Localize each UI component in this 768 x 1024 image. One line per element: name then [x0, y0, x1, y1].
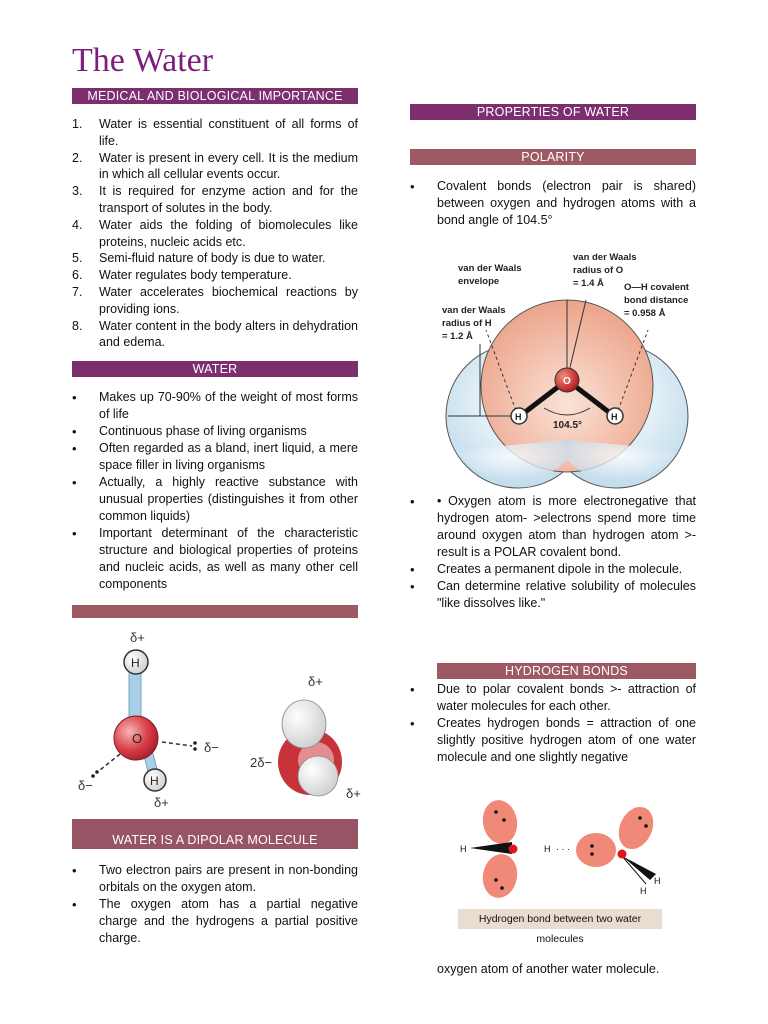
list-item: 2. Water is present in every cell. It is the medium in which all cellular events occur.	[72, 150, 358, 182]
list-item: 7. Water accelerates biochemical reactions by providing ions.	[72, 284, 358, 316]
space-filling-hydrogen-bottom	[298, 756, 338, 796]
list-item: 6. Water regulates body temperature.	[72, 268, 292, 283]
list-item: • Two electron pairs are present in non-bonding orbitals on the oxygen atom.	[72, 862, 358, 896]
polarity-list-2	[410, 493, 696, 612]
delta-minus-label: δ−	[78, 778, 93, 793]
list-item: 3. It is required for enzyme action and for the transport of solutes in the body.	[72, 184, 358, 215]
blank-heading-bar	[72, 605, 358, 618]
van-der-waals-figure	[436, 240, 710, 492]
list-item: • Makes up 70-90% of the weight of most forms of life	[72, 389, 358, 423]
list-item: • Often regarded as a bland, inert liquid, a mere space filler in living organisms	[72, 440, 358, 474]
radius-o-label: van der Waals radius of O = 1.4 Å	[573, 252, 637, 289]
water-dipole-figure	[72, 622, 372, 814]
space-filling-hydrogen-top	[282, 700, 326, 748]
delta-minus-label: δ−	[204, 740, 219, 755]
oxygen-label: O	[132, 731, 143, 746]
list-item: 1. Water is essential constituent of all forms of life.	[72, 117, 358, 148]
list-item: • The oxygen atom has a partial negative charge and the hydrogens a partial positive charge.	[72, 896, 358, 947]
hydrogen-bond-dots: · · ·	[556, 844, 570, 854]
delta-plus-label: δ+	[346, 786, 361, 801]
delta-plus-label: δ+	[308, 674, 323, 689]
hydrogen-bond-figure	[456, 798, 666, 902]
hydrogen-label: H	[131, 656, 140, 670]
delta-plus-label: δ+	[154, 795, 169, 810]
medical-importance-heading: MEDICAL AND BIOLOGICAL IMPORTANCE	[72, 88, 358, 104]
list-item: 8. Water content in the body alters in dehydration and edema.	[72, 318, 358, 350]
page-title: The Water	[72, 42, 214, 79]
oxygen-label: O	[563, 376, 571, 387]
polarity-heading: POLARITY	[410, 149, 696, 165]
list-item: 4. Water aids the folding of biomolecules like proteins, nucleic acids etc.	[72, 217, 358, 249]
water-heading: WATER	[72, 361, 358, 377]
list-item: • Creates hydrogen bonds = attraction of one slightly positive hydrogen atom of one water molecule and one slightly negative	[410, 715, 696, 766]
hydrogen-label: H	[654, 876, 661, 886]
list-item: • Covalent bonds (electron pair is shared) between oxygen and hydrogen atoms with a bond angle of 104.5°	[410, 178, 696, 229]
hydrogen-label: H	[515, 412, 522, 422]
list-item: • Due to polar covalent bonds >- attraction of water molecules for each other.	[410, 681, 696, 715]
hydrogen-label: H	[150, 774, 159, 788]
list-item: • • Oxygen atom is more electronegative that hydrogen atom- >electrons spend more time around oxygen atom than hydrogen atom >- result is a POLAR covalent bond.	[410, 493, 696, 561]
envelope-label: van der Waals envelope	[458, 263, 522, 287]
list-item: • Can determine relative solubility of molecules "like dissolves like."	[410, 578, 696, 612]
properties-heading: PROPERTIES OF WATER	[410, 104, 696, 120]
hydrogen-label: H	[544, 844, 551, 854]
bond-angle-label: 104.5°	[553, 420, 583, 431]
radius-h-label: van der Waals radius of H = 1.2 Å	[442, 305, 506, 342]
medical-importance-list	[72, 116, 358, 351]
hydrogen-bonds-continuation: oxygen atom of another water molecule.	[437, 962, 660, 976]
dipolar-list	[72, 862, 358, 947]
hydrogen-label: H	[611, 412, 618, 422]
list-item: • Continuous phase of living organisms	[72, 423, 358, 440]
oh-bond-label: O—H covalent bond distance = 0.958 Å	[624, 282, 689, 319]
dipolar-heading: WATER IS A DIPOLAR MOLECULE	[72, 819, 358, 849]
hydrogen-bond-caption: Hydrogen bond between two water molecules	[458, 909, 662, 929]
water-list	[72, 389, 358, 593]
two-delta-minus-label: 2δ−	[250, 755, 273, 770]
list-item: • Creates a permanent dipole in the molecule.	[410, 561, 696, 578]
hydrogen-bonds-heading: HYDROGEN BONDS	[437, 663, 696, 679]
list-item: • Important determinant of the characteristic structure and biological properties of proteins and nucleic acids, as well as many other cell components	[72, 525, 358, 593]
list-item: • Actually, a highly reactive substance with unusual properties (distinguishes it from other common liquids)	[72, 474, 358, 525]
hydrogen-label: H	[460, 844, 467, 854]
list-item: 5. Semi-fluid nature of body is due to water.	[72, 251, 326, 266]
hydrogen-label: H	[640, 886, 647, 896]
polarity-list	[410, 178, 696, 229]
hydrogen-bonds-list	[410, 681, 696, 766]
delta-plus-label: δ+	[130, 630, 145, 645]
